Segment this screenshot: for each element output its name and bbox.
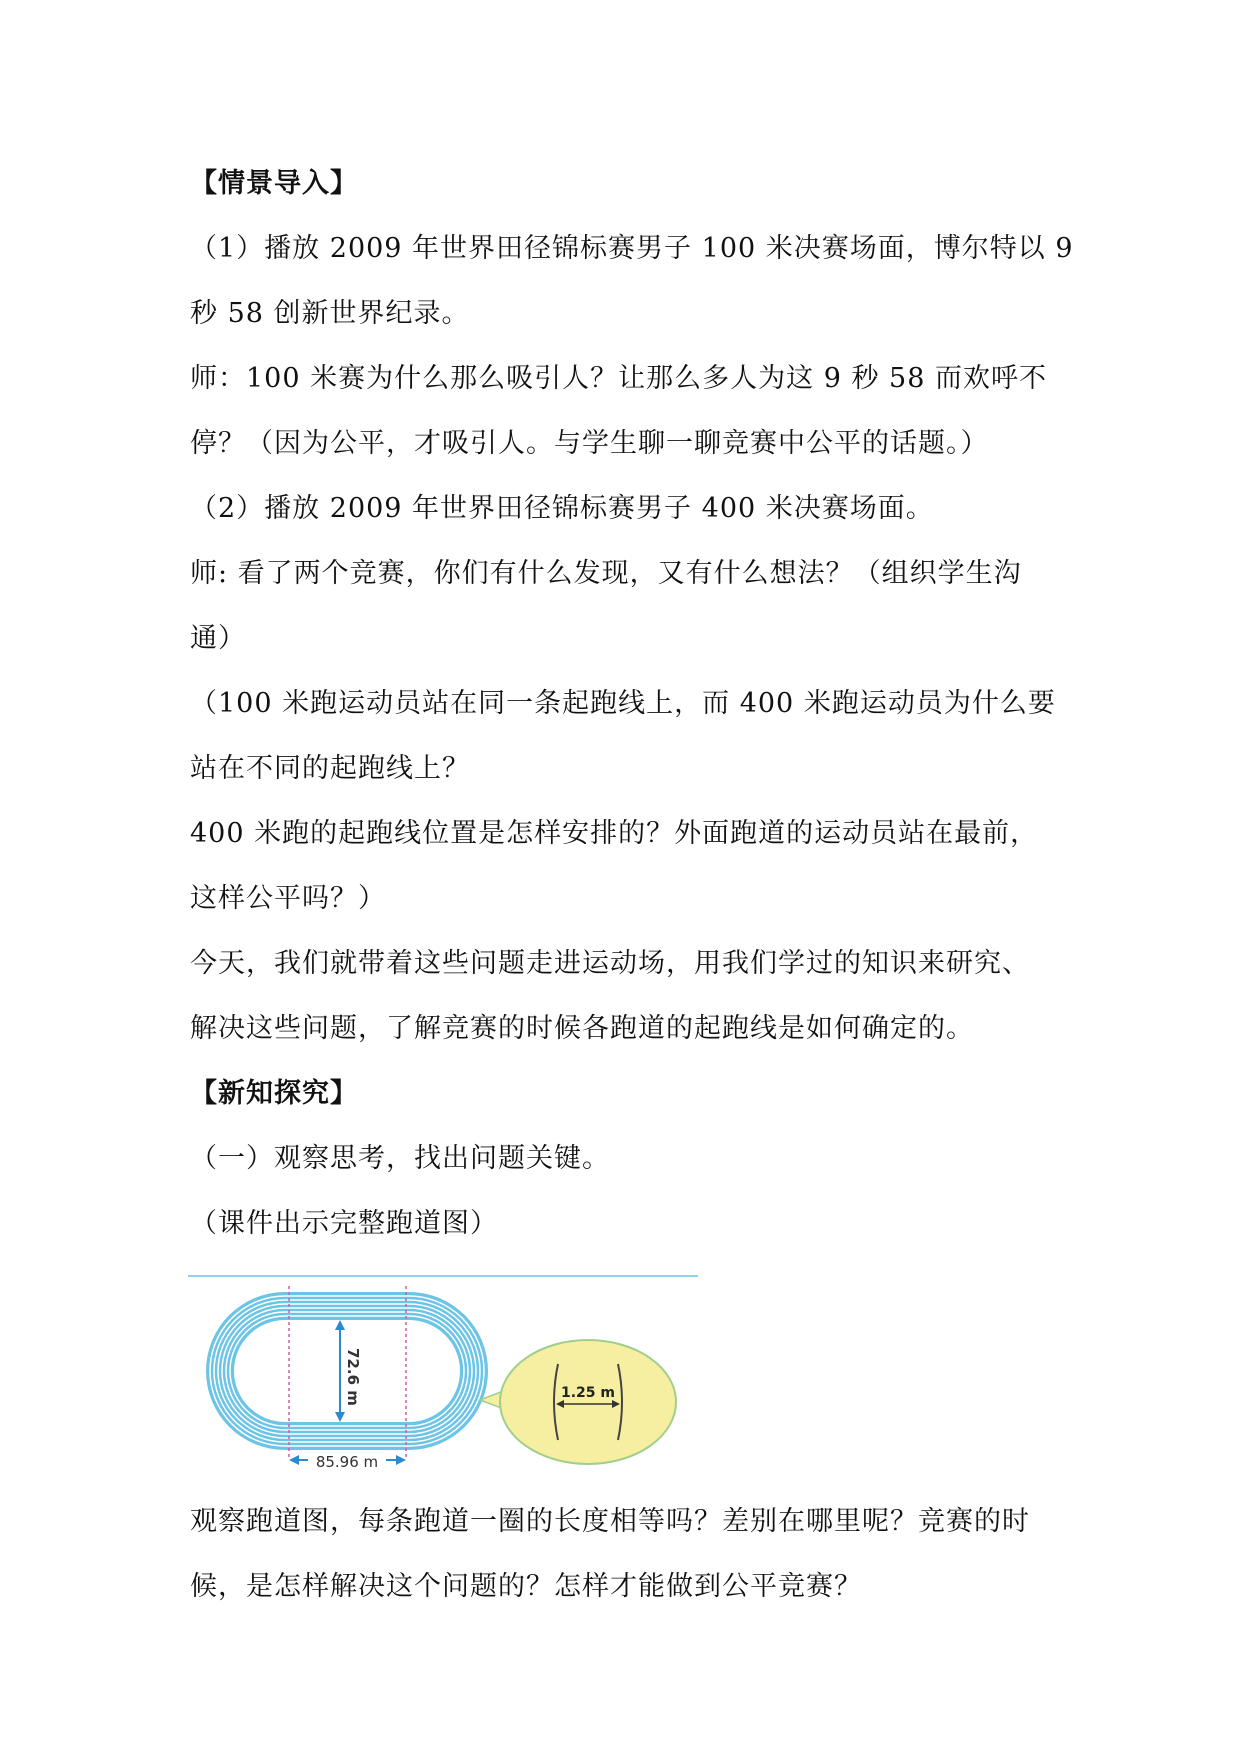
vertical-dimension-label: 72.6 m <box>344 1348 362 1406</box>
paragraph-line: 站在不同的起跑线上？ <box>190 753 470 784</box>
heading-new-knowledge: 【新知探究】 <box>190 1078 358 1109</box>
paragraph-line: 秒 58 创新世界纪录。 <box>190 298 470 329</box>
paragraph-line: （一）观察思考，找出问题关键。 <box>190 1143 610 1174</box>
paragraph-line: （课件出示完整跑道图） <box>190 1208 498 1239</box>
horizontal-dimension-label: 85.96 m <box>315 1453 379 1471</box>
paragraph-line: 观察跑道图，每条跑道一圈的长度相等吗？差别在哪里呢？竞赛的时 <box>190 1506 1030 1537</box>
magnify-bubble <box>500 1340 676 1464</box>
paragraph-line: （100 米跑运动员站在同一条起跑线上，而 400 米跑运动员为什么要 <box>190 688 1056 719</box>
paragraph-line: 师: 看了两个竞赛，你们有什么发现，又有什么想法？（组织学生沟 <box>190 558 1022 589</box>
paragraph-line: 解决这些问题，了解竞赛的时候各跑道的起跑线是如何确定的。 <box>190 1013 974 1044</box>
paragraph-line: 这样公平吗？） <box>190 883 386 914</box>
track-diagram-svg <box>188 1272 700 1482</box>
paragraph-line: 通） <box>190 623 246 654</box>
paragraph-line: 400 米跑的起跑线位置是怎样安排的？外面跑道的运动员站在最前， <box>190 818 1039 849</box>
paragraph-line: （1）播放 2009 年世界田径锦标赛男子 100 米决赛场面，博尔特以 9 <box>190 233 1074 264</box>
arrow-left-icon <box>289 1455 299 1465</box>
paragraph-line: 候，是怎样解决这个问题的？怎样才能做到公平竞赛？ <box>190 1571 862 1602</box>
paragraph-line: 今天，我们就带着这些问题走进运动场，用我们学过的知识来研究、 <box>190 948 1030 979</box>
paragraph-line: （2）播放 2009 年世界田径锦标赛男子 400 米决赛场面。 <box>190 493 934 524</box>
paragraph-line: 停？（因为公平，才吸引人。与学生聊一聊竞赛中公平的话题。） <box>190 428 989 459</box>
paragraph-line: 师：100 米赛为什么那么吸引人？让那么多人为这 9 秒 58 而欢呼不 <box>190 363 1047 394</box>
arrow-right-icon <box>396 1455 406 1465</box>
heading-scenario-intro: 【情景导入】 <box>190 168 358 199</box>
lane-width-label: 1.25 m <box>560 1385 616 1401</box>
track-diagram <box>188 1272 700 1482</box>
